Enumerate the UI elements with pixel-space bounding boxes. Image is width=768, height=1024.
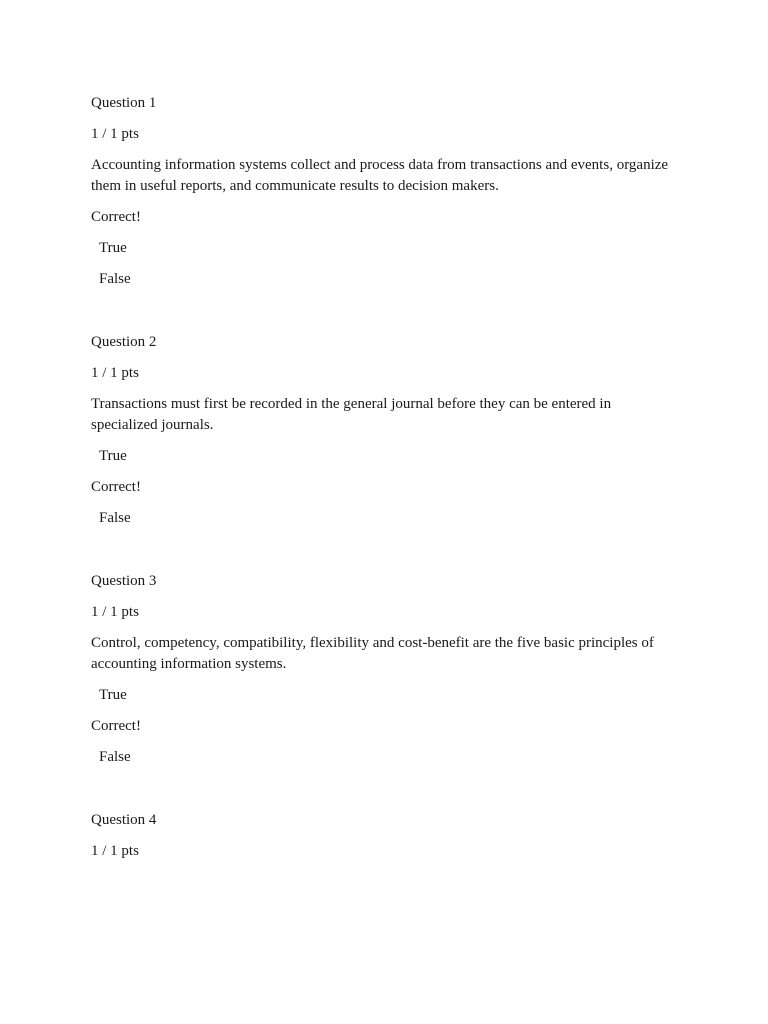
question-title: Question 3 <box>91 573 157 589</box>
answer-option-true[interactable]: True <box>99 687 127 703</box>
answer-option-false[interactable]: False <box>99 510 131 526</box>
question-points: 1 / 1 pts <box>91 365 139 381</box>
question-points: 1 / 1 pts <box>91 604 139 620</box>
question-prompt: Accounting information systems collect and process data from transactions and events, organize them in useful reports, and communicate results to decision makers. <box>91 157 669 194</box>
correct-marker: Correct! <box>91 209 141 225</box>
question-prompt: Transactions must first be recorded in the general journal before they can be entered in specialized journals. <box>91 396 612 433</box>
answer-option-false[interactable]: False <box>99 749 131 765</box>
question-title: Question 1 <box>91 95 157 111</box>
question-title: Question 2 <box>91 334 157 350</box>
correct-marker: Correct! <box>91 479 141 495</box>
question-prompt: Control, competency, compatibility, flexibility and cost-benefit are the five basic principles of accounting information systems. <box>91 635 654 672</box>
answer-option-false[interactable]: False <box>99 271 131 287</box>
correct-marker: Correct! <box>91 718 141 734</box>
question-points: 1 / 1 pts <box>91 126 139 142</box>
answer-option-true[interactable]: True <box>99 448 127 464</box>
question-title: Question 4 <box>91 812 157 828</box>
answer-option-true[interactable]: True <box>99 240 127 256</box>
question-points: 1 / 1 pts <box>91 843 139 859</box>
